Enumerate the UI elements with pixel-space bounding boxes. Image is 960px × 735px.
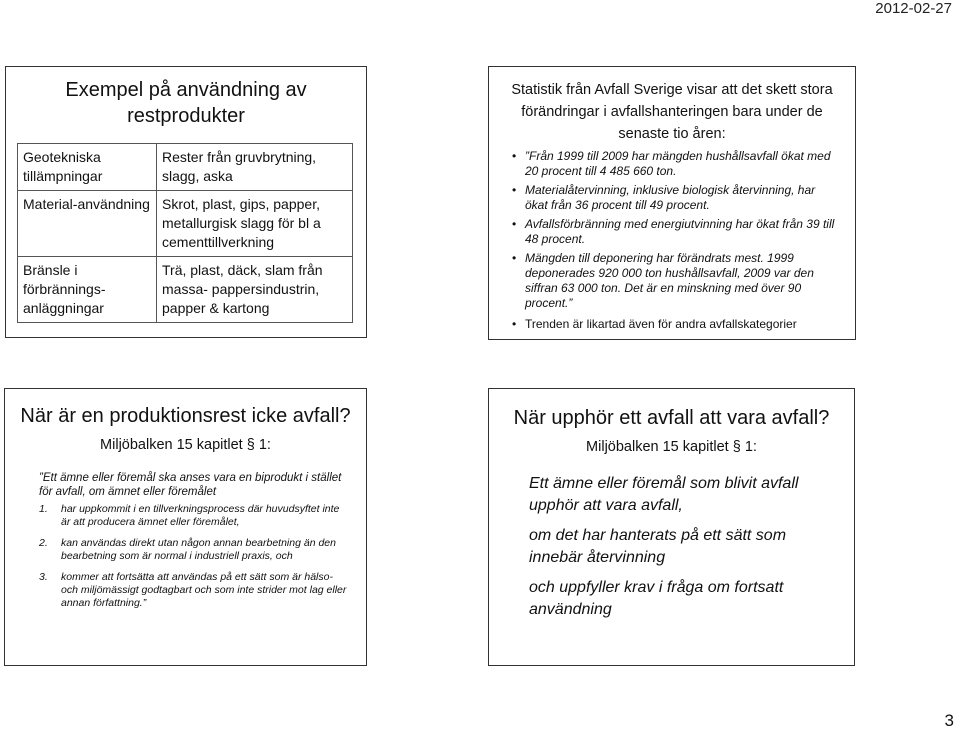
slide-title: När upphör ett avfall att vara avfall?	[513, 407, 830, 429]
list-item	[39, 571, 350, 610]
table-cell-label: Material-användning	[18, 191, 157, 257]
slide-subtitle: Miljöbalken 15 kapitlet § 1:	[586, 439, 757, 455]
usage-table	[17, 143, 353, 323]
law-quote: ”Ett ämne eller föremål ska anses vara en biprodukt i stället för avfall, om ämnet eller föremålet	[39, 472, 342, 498]
slide-body	[489, 473, 854, 621]
table-cell-label: Bränsle i förbrännings-anläggningar	[18, 257, 157, 323]
paragraph: Ett ämne eller föremål som blivit avfall upphör att vara avfall,	[529, 475, 799, 514]
table-row	[18, 144, 353, 191]
item-text: kan användas direkt utan någon annan bearbetning än den bearbetning som är normal i industriell praxis, och	[61, 537, 336, 562]
slide-title: Exempel på användning av restprodukter	[65, 79, 307, 127]
item-number: 3.	[39, 571, 48, 583]
page-number: 3	[944, 711, 954, 730]
table-row	[18, 191, 353, 257]
table-row	[18, 257, 353, 323]
slide-restprodukter	[5, 66, 367, 338]
page-date: 2012-02-27	[875, 0, 952, 17]
list-item: • ”Från 1999 till 2009 har mängden hushållsavfall ökat med 20 procent till 4 485 660 ton.	[525, 149, 837, 179]
slide-statistik	[488, 66, 856, 340]
paragraph: om det har hanterats på ett sätt som innebär återvinning	[529, 527, 787, 566]
paragraph: och uppfyller krav i fråga om fortsatt användning	[529, 579, 784, 618]
slide-subtitle: Miljöbalken 15 kapitlet § 1:	[100, 437, 271, 453]
list-item: • Mängden till deponering har förändrats mest. 1999 deponerades 920 000 ton hushållsavfall, 2009 var den siffran 63 000 ton. Det är en minskning med över 90 procent.”	[525, 251, 837, 311]
item-text: kommer att fortsätta att användas på ett sätt som är hälso- och miljömässigt godtagbart och som inte strider mot lag eller annan författning.”	[61, 571, 347, 609]
list-item: • Trenden är likartad även för andra avfallskategorier	[525, 317, 837, 332]
list-item	[39, 537, 350, 563]
table-cell-value: Rester från gruvbrytning, slagg, aska	[157, 144, 353, 191]
slide-produktionsrest	[4, 388, 367, 666]
slide-upphor-avfall	[488, 388, 855, 666]
table-cell-label: Geotekniska tillämpningar	[18, 144, 157, 191]
table-cell-value: Trä, plast, däck, slam från massa- pappersindustrin, papper & kartong	[157, 257, 353, 323]
slide-title: När är en produktionsrest icke avfall?	[20, 405, 351, 427]
list-item	[39, 503, 350, 529]
item-number: 2.	[39, 537, 48, 549]
numbered-list	[5, 503, 366, 610]
list-item: • Materialåtervinning, inklusive biologisk återvinning, har ökat från 36 procent till 49 procent.	[525, 183, 837, 213]
bullet-list	[489, 149, 855, 332]
item-number: 1.	[39, 503, 48, 515]
item-text: har uppkommit i en tillverkningsprocess där huvudsyftet inte är att producera ämnet eller föremålet,	[61, 503, 340, 528]
table-cell-value: Skrot, plast, gips, papper, metallurgisk slagg för bl a cementtillverkning	[157, 191, 353, 257]
slide-intro: Statistik från Avfall Sverige visar att det skett stora förändringar i avfallshanteringen bara under de senaste tio åren:	[511, 82, 833, 142]
list-item: • Avfallsförbränning med energiutvinning har ökat från 39 till 48 procent.	[525, 217, 837, 247]
